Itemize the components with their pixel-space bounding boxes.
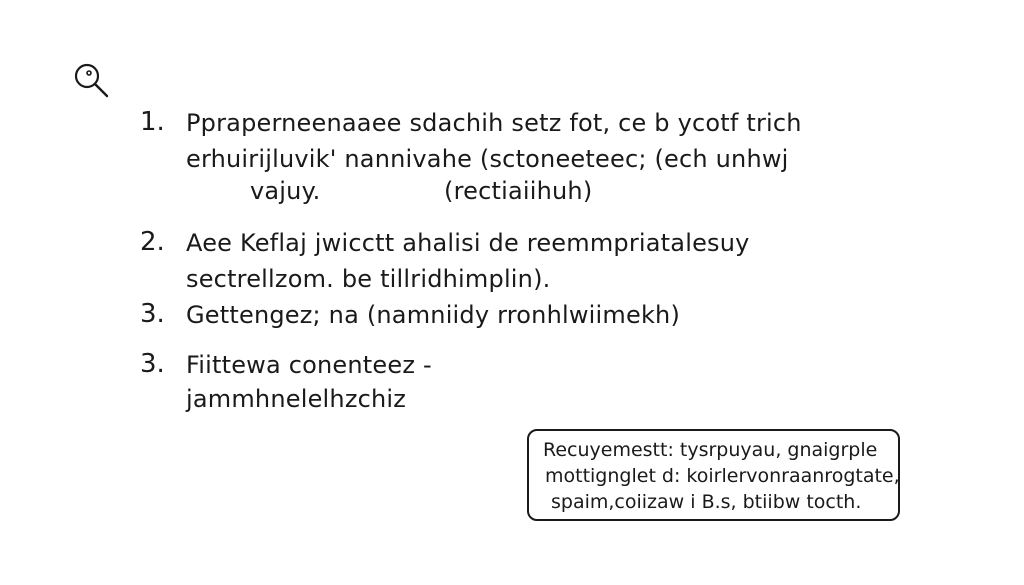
magnifier-icon-graphic [72, 62, 112, 102]
list-item-number: 3. [140, 349, 165, 379]
list-item-line: Gettengez; na (namniidy rronhlwiimekh) [186, 301, 681, 329]
list-item-line: (rectiaiihuh) [444, 177, 593, 205]
list-item-line: jammhnelelhzchiz [186, 385, 407, 413]
note-line: Recuyemestt: tysrpuyau, gnaigrple [543, 439, 878, 461]
magnifier-icon [72, 62, 112, 102]
note-line: spaim,coiizaw i B.s, btiibw tocth. [551, 491, 862, 513]
list-item-number: 1. [140, 107, 165, 137]
list-item-number: 2. [140, 227, 165, 257]
list-item-line: erhuirijluvik' nannivahe (sctoneeteec; (ech unhwj [186, 145, 789, 173]
list-item-line: Fiittewa conenteez - [186, 351, 432, 379]
list-item-line: sectrellzom. be tillridhimplin). [186, 265, 551, 293]
list-item-number: 3. [140, 299, 165, 329]
note-line: mottignglet d: koirlervonraanrogtate, [545, 465, 900, 487]
list-item-line: Aee Keflaj jwicctt ahalisi de reemmpriatalesuy [186, 229, 750, 257]
list-item-line: Ppraperneenaaee sdachih setz fot, ce b ycotf trich [186, 109, 802, 137]
note-box [527, 429, 900, 521]
list-item-line: vajuy. [250, 177, 321, 205]
